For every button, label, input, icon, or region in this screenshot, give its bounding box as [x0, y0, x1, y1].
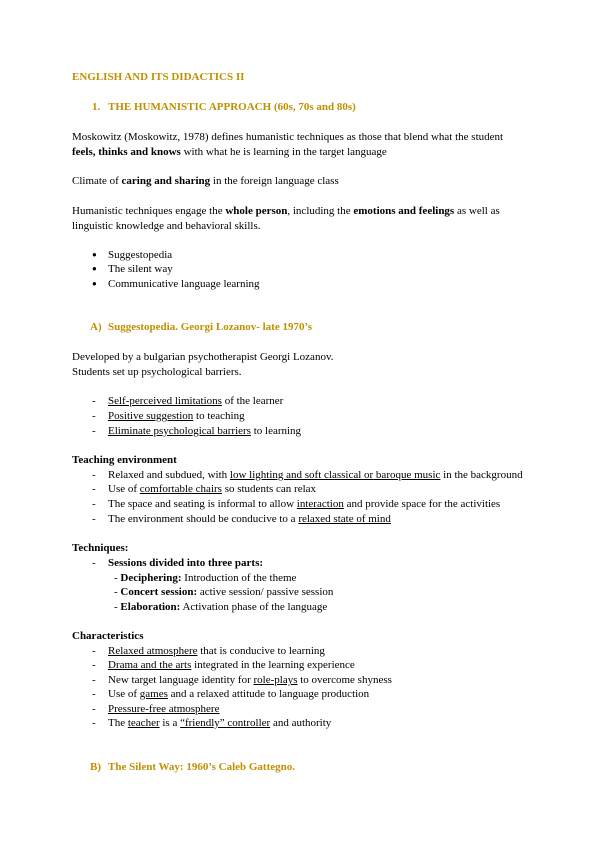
- text-segment: New target language identity for: [108, 674, 254, 686]
- list-item: [72, 644, 325, 658]
- text-segment: Humanistic techniques engage the: [72, 205, 226, 217]
- list-number: A): [90, 321, 102, 333]
- text-segment: Sessions divided into three parts:: [108, 557, 264, 569]
- text-segment: Suggestopedia: [108, 249, 173, 261]
- text-segment: comfortable chairs: [139, 483, 222, 495]
- text-segment: Drama and the arts: [108, 659, 192, 671]
- list-item: [72, 716, 332, 730]
- list-item: [72, 673, 392, 687]
- bullet-icon: ●: [92, 250, 97, 259]
- text-segment: and a relaxed attitude to language production: [167, 688, 370, 700]
- text-segment: Communicative language learning: [108, 278, 260, 290]
- text-segment: Use of: [108, 483, 140, 495]
- text-segment: Students set up psychological barriers.: [72, 366, 242, 378]
- text-segment: The silent way: [108, 263, 173, 275]
- text-segment: caring and sharing: [121, 175, 211, 187]
- text-segment: Activation phase of the language: [180, 601, 328, 613]
- text-segment: active session/ passive session: [197, 586, 334, 598]
- dash-marker: -: [92, 703, 96, 715]
- list-item: [114, 585, 333, 599]
- list-item: [72, 482, 317, 496]
- list-item: [72, 687, 370, 701]
- text-segment: The: [108, 717, 128, 729]
- paragraph-line: [72, 365, 242, 379]
- text-segment: Techniques:: [72, 542, 129, 554]
- text-segment: -: [114, 586, 121, 598]
- text-segment: Developed by a bulgarian psychotherapist Georgi Lozanov.: [72, 351, 334, 363]
- text-segment: relaxed state of mind: [298, 513, 391, 525]
- list-item: [72, 658, 355, 672]
- paragraph-line: [72, 145, 387, 159]
- text-segment: integrated in the learning experience: [191, 659, 355, 671]
- section-heading: [72, 320, 312, 334]
- text-segment: interaction: [296, 498, 344, 510]
- list-item: [72, 277, 260, 291]
- text-segment: linguistic knowledge and behavioral skills.: [72, 220, 261, 232]
- list-item: [72, 394, 284, 408]
- text-segment: “friendly” controller: [180, 717, 271, 729]
- text-segment: is a: [159, 717, 181, 729]
- list-item: [72, 248, 173, 262]
- text-segment: -: [114, 601, 121, 613]
- text-segment: that is conducive to learning: [197, 645, 325, 657]
- text-segment: emotions and feelings: [353, 205, 455, 217]
- text-segment: Use of: [108, 688, 140, 700]
- list-item: [72, 424, 302, 438]
- text-segment: Introduction of the theme: [181, 572, 297, 584]
- text-segment: and authority: [270, 717, 332, 729]
- list-item: [72, 512, 391, 526]
- text-segment: Positive suggestion: [108, 410, 194, 422]
- list-number: B): [90, 761, 101, 773]
- text-segment: Climate of: [72, 175, 122, 187]
- dash-marker: -: [92, 557, 96, 569]
- dash-marker: -: [92, 483, 96, 495]
- paragraph-line: [72, 219, 261, 233]
- text-segment: Relaxed and subdued, with: [108, 469, 230, 481]
- text-segment: The environment should be conducive to a: [108, 513, 299, 525]
- section-heading: [72, 760, 296, 774]
- paragraph-line: [72, 629, 143, 643]
- list-item: [72, 468, 523, 482]
- bullet-icon: ●: [92, 264, 97, 273]
- dash-marker: -: [92, 395, 96, 407]
- text-segment: Self-perceived limitations: [108, 395, 222, 407]
- text-segment: role-plays: [253, 674, 298, 686]
- list-number: 1.: [92, 101, 101, 113]
- dash-marker: -: [92, 688, 96, 700]
- text-segment: in the background: [440, 469, 523, 481]
- dash-marker: -: [92, 717, 96, 729]
- paragraph-line: [72, 541, 128, 555]
- text-segment: feels, thinks and knows: [72, 146, 181, 158]
- text-segment: The space and seating is informal to allow: [108, 498, 297, 510]
- dash-marker: -: [92, 410, 96, 422]
- text-segment: Moskowitz (Moskowitz, 1978) defines humanistic techniques as those that blend what the student: [72, 131, 504, 143]
- document-title: ENGLISH AND ITS DIDACTICS II: [72, 71, 245, 83]
- paragraph-line: [72, 453, 177, 467]
- text-segment: as well as: [454, 205, 500, 217]
- text-segment: -: [114, 572, 121, 584]
- text-segment: to learning: [250, 425, 302, 437]
- section-heading: [72, 100, 356, 114]
- dash-marker: -: [92, 498, 96, 510]
- text-segment: Relaxed atmosphere: [108, 645, 198, 657]
- dash-marker: -: [92, 469, 96, 481]
- list-item: [72, 262, 173, 276]
- dash-marker: -: [92, 425, 96, 437]
- bullet-icon: ●: [92, 279, 97, 288]
- dash-marker: -: [92, 674, 96, 686]
- list-item: [114, 600, 327, 614]
- text-segment: The Silent Way: 1960’s Caleb Gattegno.: [108, 761, 296, 773]
- dash-marker: -: [92, 513, 96, 525]
- text-segment: with what he is learning in the target language: [180, 146, 387, 158]
- text-segment: of the learner: [221, 395, 284, 407]
- list-item: [114, 571, 296, 585]
- text-segment: Teaching environment: [72, 454, 177, 466]
- list-item: [72, 409, 245, 423]
- list-item: [72, 497, 501, 511]
- text-segment: Deciphering:: [120, 572, 182, 584]
- text-segment: and provide space for the activities: [343, 498, 501, 510]
- text-segment: teacher: [127, 717, 160, 729]
- text-segment: games: [139, 688, 168, 700]
- text-segment: Eliminate psychological barriers: [108, 425, 251, 437]
- dash-marker: -: [92, 659, 96, 671]
- text-segment: THE HUMANISTIC APPROACH (60s, 70s and 80s): [108, 101, 356, 113]
- list-item: [72, 556, 264, 570]
- text-segment: Pressure-free atmosphere: [108, 703, 220, 715]
- text-segment: to overcome shyness: [297, 674, 392, 686]
- text-segment: Concert session:: [120, 586, 198, 598]
- dash-marker: -: [92, 645, 96, 657]
- text-segment: Suggestopedia. Georgi Lozanov- late 1970’s: [108, 321, 312, 333]
- list-item: [72, 702, 220, 716]
- text-segment: Elaboration:: [120, 601, 181, 613]
- text-segment: , including the: [287, 205, 354, 217]
- text-segment: Characteristics: [72, 630, 144, 642]
- paragraph-line: [72, 350, 333, 364]
- text-segment: to teaching: [193, 410, 245, 422]
- text-segment: so students can relax: [221, 483, 317, 495]
- paragraph-line: [72, 130, 503, 144]
- paragraph-line: [72, 204, 500, 218]
- paragraph-line: [72, 174, 339, 188]
- text-segment: low lighting and soft classical or baroque music: [229, 469, 441, 481]
- text-segment: whole person: [225, 205, 288, 217]
- text-segment: in the foreign language class: [210, 175, 339, 187]
